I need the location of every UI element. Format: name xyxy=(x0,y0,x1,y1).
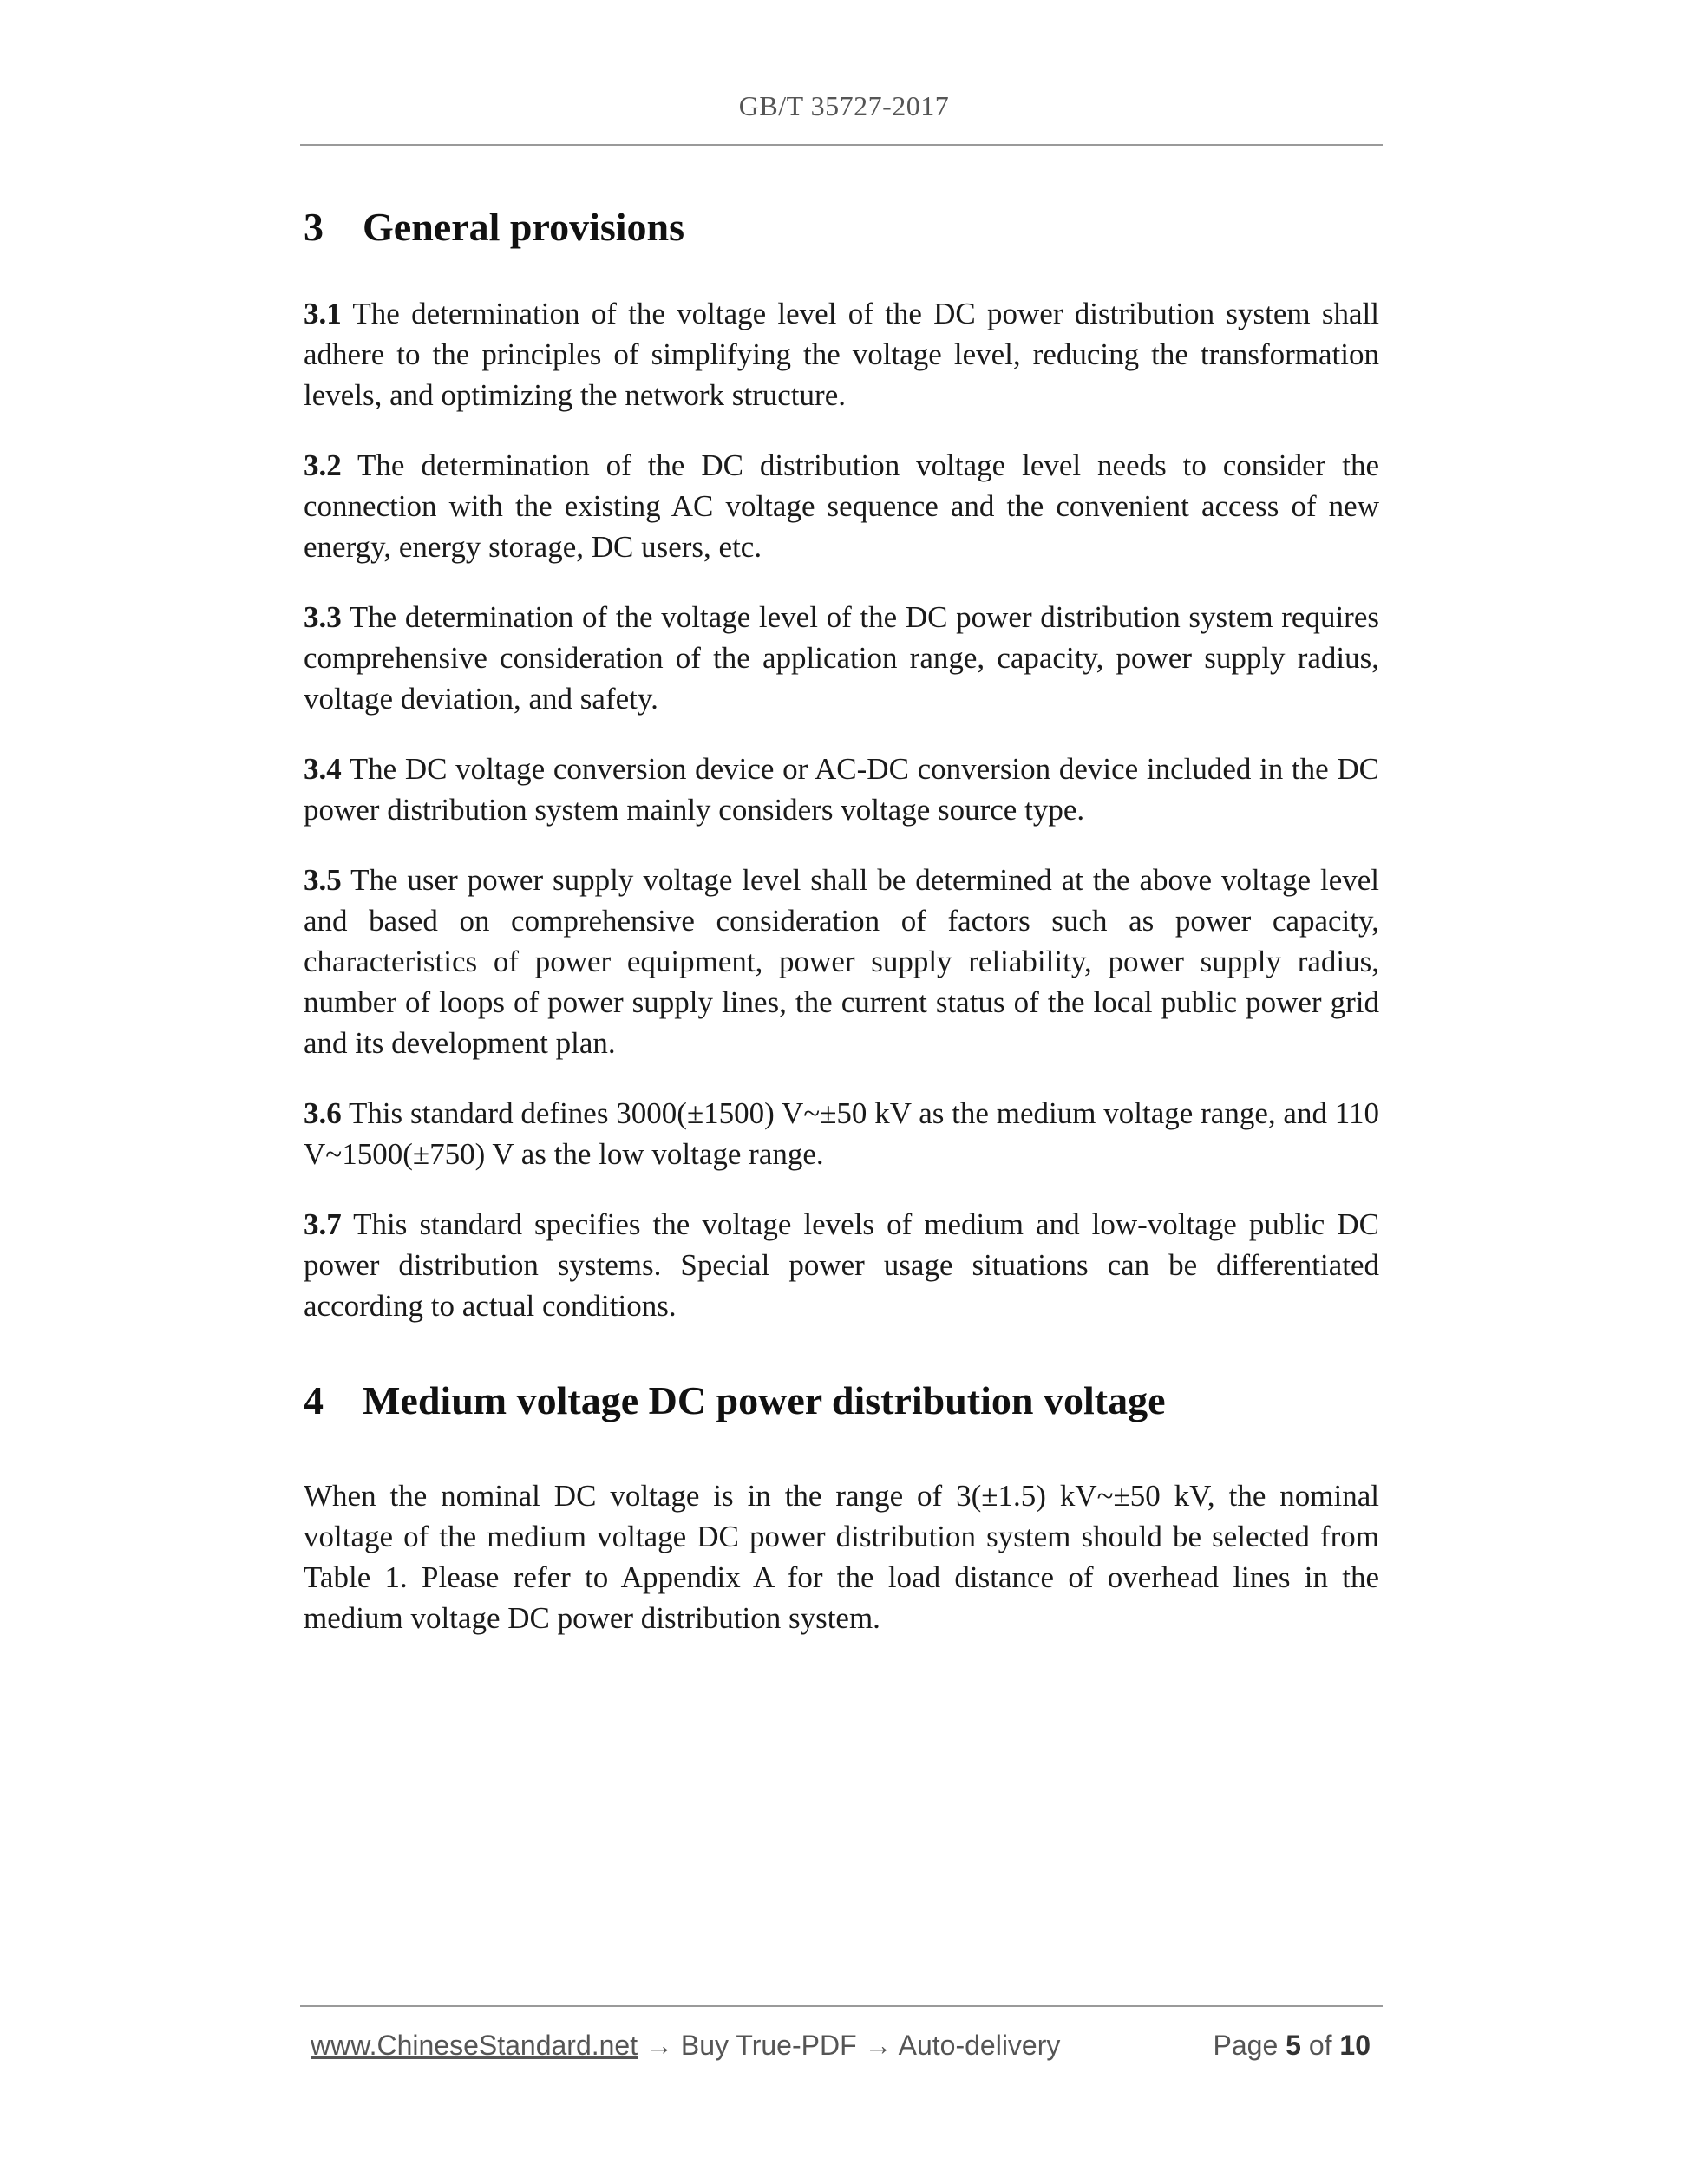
page-word: Page xyxy=(1213,2030,1279,2061)
clause-number: 3.2 xyxy=(304,448,342,482)
footer-promo xyxy=(311,2026,1060,2064)
clause-number: 3.7 xyxy=(304,1207,342,1241)
clause-text: The determination of the voltage level of the DC power distribution system requires comprehensive consideration of the application range, capacity, power supply radius, voltage deviation, and safety. xyxy=(304,600,1379,716)
clause-text: This standard specifies the voltage levels of medium and low-voltage public DC power distribution systems. Special power usage situations can be differentiated according to actual conditions. xyxy=(304,1207,1379,1323)
clause-text: The determination of the DC distribution voltage level needs to consider the connection with the existing AC voltage sequence and the convenient access of new energy, energy storage, DC users, etc. xyxy=(304,448,1379,564)
clause-3-7 xyxy=(304,1204,1379,1326)
page-total: 10 xyxy=(1339,2030,1371,2061)
section-4-body: When the nominal DC voltage is in the range of 3(±1.5) kV~±50 kV, the nominal voltage of the medium voltage DC power distribution system should be selected from Table 1. Please refer to Appendix A for the load distance of overhead lines in the medium voltage DC power distribution system. xyxy=(304,1479,1379,1635)
page-indicator xyxy=(1214,2026,1371,2064)
of-word: of xyxy=(1308,2030,1332,2061)
page-header xyxy=(0,90,1688,122)
clause-number: 3.4 xyxy=(304,752,342,786)
clause-number: 3.3 xyxy=(304,600,342,634)
clause-3-5 xyxy=(304,860,1379,1063)
clause-text: The DC voltage conversion device or AC-DC conversion device included in the DC power distribution system mainly considers voltage source type. xyxy=(304,752,1379,827)
section-3-title: General provisions xyxy=(363,205,685,249)
page-current: 5 xyxy=(1286,2030,1301,2061)
clause-3-2 xyxy=(304,445,1379,567)
section-3-heading xyxy=(304,201,1379,253)
header-divider xyxy=(300,144,1383,146)
clause-number: 3.6 xyxy=(304,1096,342,1130)
clause-3-6 xyxy=(304,1093,1379,1174)
footer-divider xyxy=(300,2005,1383,2007)
page-content xyxy=(304,201,1379,1668)
clause-3-1 xyxy=(304,293,1379,415)
section-4-title: Medium voltage DC power distribution voltage xyxy=(363,1378,1166,1422)
clause-text: The determination of the voltage level of the DC power distribution system shall adhere to the principles of simplifying the voltage level, reducing the transformation levels, and optimizing the network structure. xyxy=(304,297,1380,412)
clause-number: 3.5 xyxy=(304,863,342,897)
document-id: GB/T 35727-2017 xyxy=(738,90,950,121)
section-4-number: 4 xyxy=(304,1378,324,1422)
clause-text: This standard defines 3000(±1500) V~±50 kV as the medium voltage range, and 110 V~1500(±750) V as the low voltage range. xyxy=(304,1096,1379,1171)
site-link[interactable]: www.ChineseStandard.net xyxy=(311,2030,638,2061)
footer-tagline: → Buy True-PDF → Auto-delivery xyxy=(645,2030,1061,2061)
clause-3-3 xyxy=(304,597,1379,719)
clause-text: The user power supply voltage level shall be determined at the above voltage level and based on comprehensive consideration of factors such as power capacity, characteristics of power equipment, power supply reliability, power supply radius, number of loops of power supply lines, the current status of the local public power grid and its development plan. xyxy=(304,863,1379,1060)
section-3-number: 3 xyxy=(304,205,324,249)
clause-3-4 xyxy=(304,749,1379,830)
section-4-heading xyxy=(304,1375,1379,1427)
clause-number: 3.1 xyxy=(304,297,342,330)
